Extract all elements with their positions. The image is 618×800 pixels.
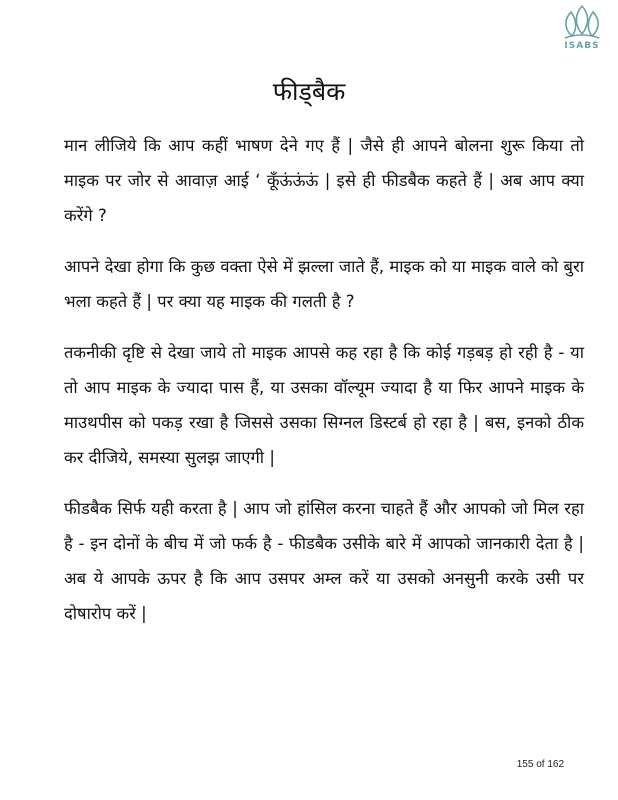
isabs-logo — [556, 4, 608, 60]
body-text — [64, 128, 584, 647]
logo-text: ISABS — [564, 41, 600, 51]
page-number: 155 of 162 — [516, 759, 564, 770]
paragraph: आपने देखा होगा कि कुछ वक्ता ऐसे में झल्ला जाते हैं, माइक को या माइक वाले को बुरा भला कहते हैं | पर क्या यह माइक की गलती है ? — [64, 257, 584, 311]
isabs-leaf-icon — [559, 4, 605, 40]
paragraph: फीडबैक सिर्फ यही करता है | आप जो हांसिल करना चाहते हैं और आपको जो मिल रहा है - इन दोनों के बीच में जो फर्क है - फीडबैक उसीके बारे में आपको जानकारी देता है | अब ये आपके ऊपर है कि आप उसपर अम्ल करें या उसको अनसुनी करके उसी पर दोषारोप करें | — [64, 499, 584, 623]
paragraph: तकनीकी दृष्टि से देखा जाये तो माइक आपसे कह रहा है कि कोई गड़बड़ हो रही है - या तो आप माइक के ज्यादा पास हैं, या उसका वॉल्यूम ज्यादा है या फिर आपने माइक के माउथपीस को पकड़ रखा है जिससे उसका सिग्नल डिस्टर्ब हो रहा है | बस, इनको ठीक कर दीजिये, समस्या सुलझ जाएगी | — [64, 343, 584, 467]
paragraph: मान लीजिये कि आप कहीं भाषण देने गए हैं | जैसे ही आपने बोलना शुरू किया तो माइक पर जोर से आवाज़ आई ‘ कूँऊंऊंऊं | इसे ही फीडबैक कहते हैं | अब आप क्या करेंगे ? — [64, 136, 584, 225]
page-title: फीड्बैक — [272, 77, 346, 106]
